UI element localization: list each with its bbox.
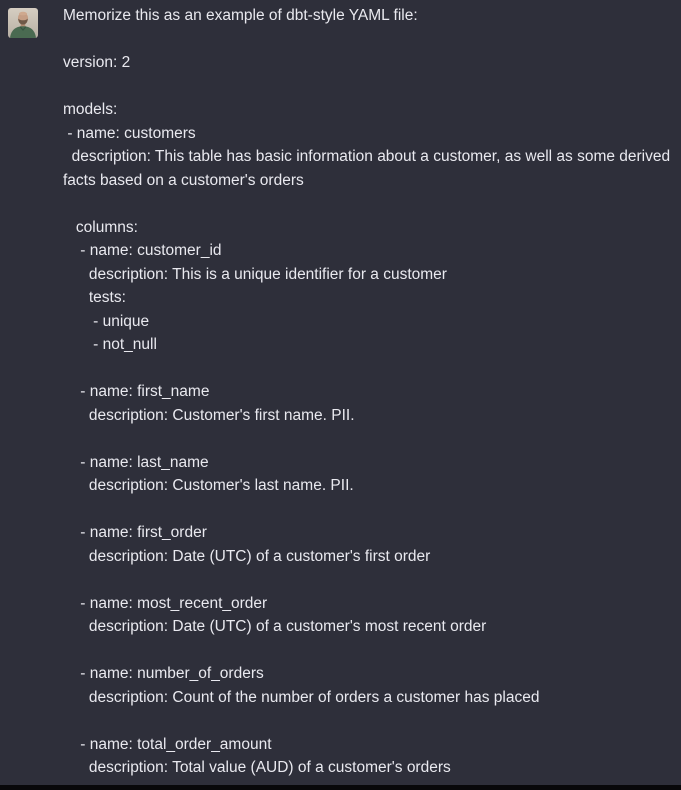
user-avatar-image xyxy=(8,8,38,38)
message-line xyxy=(63,28,677,52)
message-line: - name: number_of_orders xyxy=(63,665,264,682)
message-line: description: Count of the number of orders a customer has placed xyxy=(63,688,540,706)
message-line: - name: customers xyxy=(63,124,196,142)
message-line xyxy=(63,357,677,381)
message-line xyxy=(63,709,677,733)
user-avatar xyxy=(8,8,38,38)
message-line xyxy=(63,498,677,522)
message-line: description: Date (UTC) of a customer's most recent order xyxy=(63,618,487,635)
message-line: models: xyxy=(63,101,118,118)
message-line: description: This is a unique identifier for a customer xyxy=(63,265,447,283)
user-message-text xyxy=(63,4,677,780)
message-line xyxy=(63,639,677,663)
message-line xyxy=(63,75,677,99)
message-line: - name: most_recent_order xyxy=(63,594,268,612)
message-line: columns: xyxy=(63,218,138,236)
message-line: - name: total_order_amount xyxy=(63,735,272,753)
message-line: description: Customer's last name. PII. xyxy=(63,477,354,494)
message-line: - name: customer_id xyxy=(63,242,222,259)
message-line: - not_null xyxy=(63,336,157,353)
message-line: Memorize this as an example of dbt-style YAML file: xyxy=(63,7,418,24)
message-line xyxy=(63,192,677,216)
message-line: - unique xyxy=(63,312,150,330)
message-line: version: 2 xyxy=(63,54,131,71)
message-line: description: Total value (AUD) of a customer's orders xyxy=(63,759,451,776)
message-line: - name: first_order xyxy=(63,524,207,541)
message-line: description: Date (UTC) of a customer's first order xyxy=(63,547,431,565)
message-line: description: Customer's first name. PII. xyxy=(63,406,355,424)
message-line xyxy=(63,568,677,592)
bottom-edge xyxy=(0,785,681,790)
message-line: description: This table has basic information about a customer, as well as some derived facts based on a customer's orders xyxy=(63,148,675,189)
message-line: - name: last_name xyxy=(63,453,209,471)
message-line xyxy=(63,427,677,451)
message-line: - name: first_name xyxy=(63,383,210,400)
message-line: tests: xyxy=(63,289,126,306)
